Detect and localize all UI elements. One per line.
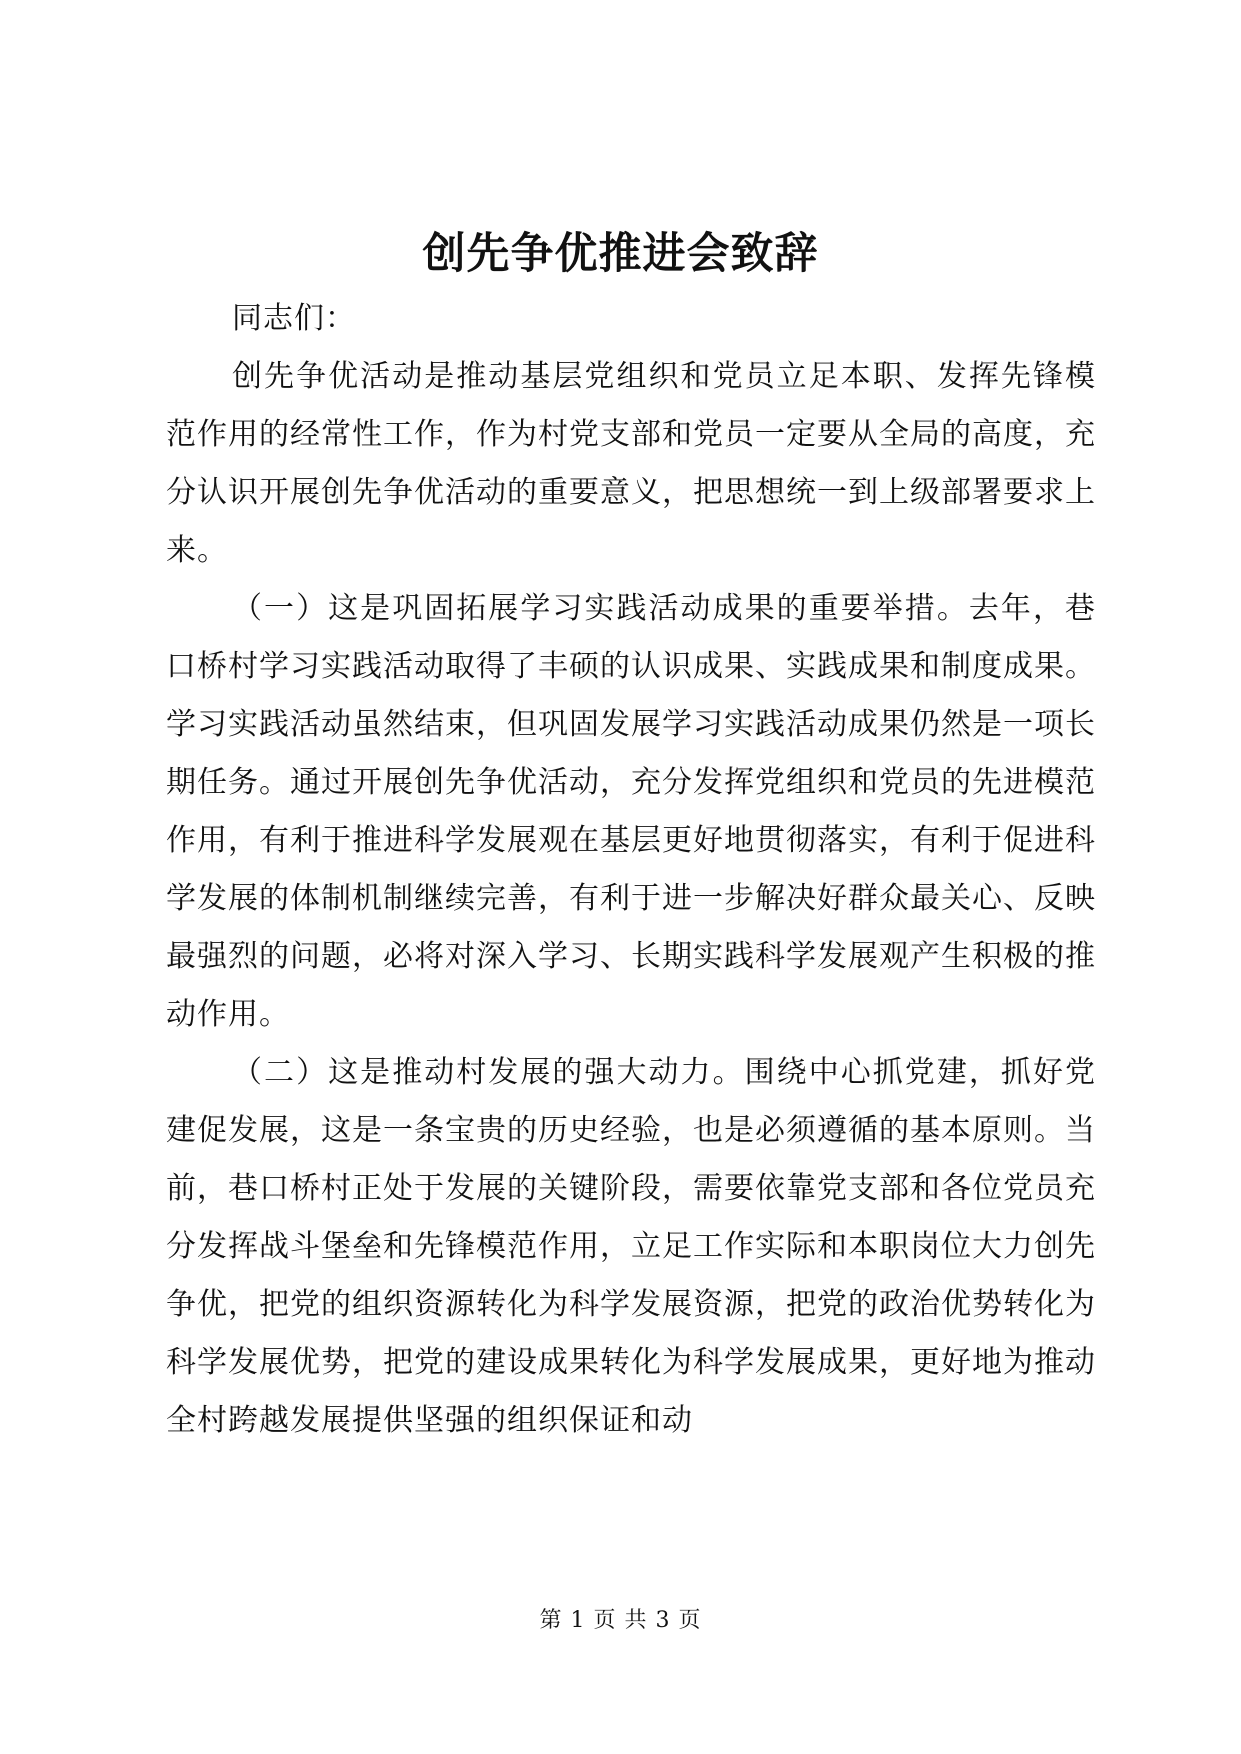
paragraph-3: （二）这是推动村发展的强大动力。围绕中心抓党建，抓好党建促发展，这是一条宝贵的历史经验，也是必须遵循的基本原则。当前，巷口桥村正处于发展的关键阶段，需要依靠党支部和各位党员充分发挥战斗堡垒和先锋模范作用，立足工作实际和本职岗位大力创先争优，把党的组织资源转化为科学发展资源，把党的政治优势转化为科学发展优势，把党的建设成果转化为科学发展成果，更好地为推动全村跨越发展提供坚强的组织保证和动 — [166, 1055, 1096, 1438]
paragraph-2: （一）这是巩固拓展学习实践活动成果的重要举措。去年，巷口桥村学习实践活动取得了丰硕的认识成果、实践成果和制度成果。学习实践活动虽然结束，但巩固发展学习实践活动成果仍然是一项长期任务。通过开展创先争优活动，充分发挥党组织和党员的先进模范作用，有利于推进科学发展观在基层更好地贯彻落实，有利于促进科学发展的体制机制继续完善，有利于进一步解决好群众最关心、反映最强烈的问题，必将对深入学习、长期实践科学发展观产生积极的推动作用。 — [166, 591, 1096, 1032]
page-footer: 第 1 页 共 3 页 — [539, 1608, 702, 1633]
salutation: 同志们： — [232, 301, 356, 336]
paragraph-1: 创先争优活动是推动基层党组织和党员立足本职、发挥先锋模范作用的经常性工作，作为村党支部和党员一定要从全局的高度，充分认识开展创先争优活动的重要意义，把思想统一到上级部署要求上来。 — [166, 359, 1096, 568]
document-body — [166, 290, 1096, 1450]
document-title: 创先争优推进会致辞 — [422, 229, 819, 279]
